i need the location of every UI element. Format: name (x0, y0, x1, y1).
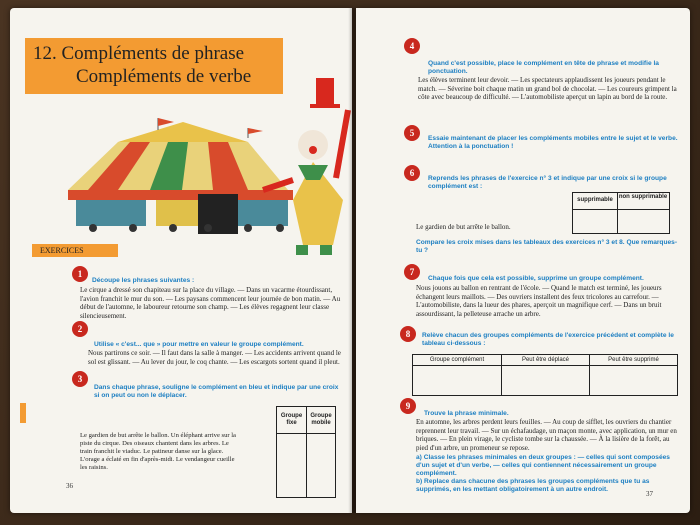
col-peut-etre-deplace: Peut être déplacé (521, 357, 570, 363)
exercise-1-text: Le cirque a dressé son chapiteau sur la place du village. — Dans un vacarme étourdissant, l'avion franchit le mur du son. — Les paysans commencent leur journée de bon matin. — Au début de l'automne, le laboureur retourne son champ. — Les élèves regagnent leur classe silencieusement. (80, 286, 341, 320)
exercise-9b: b) Replace dans chacune des phrases les groupes compléments que tu as supprimés, en les mettant obligatoirement à un autre endroit. (416, 478, 650, 493)
exercise-2-text: Nous partirons ce soir. — Il faut dans la salle à manger. — Les accidents arrivent quand le sol est glissant. — Au lever du jour, le coq chante. — Les escargots sortent quand il pleut. (88, 349, 341, 366)
exercise-5-instruction: Essaie maintenant de placer les compléments mobiles entre le sujet et le verbe. Attention à la ponctuation ! (428, 135, 678, 150)
orange-margin-strip (20, 403, 26, 423)
exercise-3-instruction: Dans chaque phrase, souligne le complément en bleu et indique par une croix si on peut ou non le déplacer. (94, 384, 339, 399)
circus-tent (68, 118, 293, 234)
exercise-3-sentences: Le gardien de but arrête le ballon. Un éléphant arrive sur la piste du cirque. Des oiseaux chantent dans les arbres. Le train franchit le viaduc. Le patineur danse sur la glace. L'orage a éclaté en fin d'après-midi. Le vendangeur cueille les raisins. (80, 432, 236, 471)
exercise-8-table (412, 354, 678, 396)
exercise-9a: a) Classe les phrases minimales en deux groupes : — celles qui sont composées d'un sujet et d'un verbe, — celles qui contiennent nécessairement un groupe complément. (416, 454, 670, 477)
exercises-tag: EXERCICES (32, 244, 118, 257)
left-page (10, 8, 352, 513)
exercise-6-table (572, 192, 670, 234)
exercise-2-instruction: Utilise « c'est... que » pour mettre en valeur le groupe complément. (94, 341, 304, 348)
table-col-mobile: Groupe mobile (310, 413, 332, 426)
table-col-fixed: Groupe fixe (280, 413, 303, 426)
col-peut-etre-supprime: Peut être supprimé (608, 357, 659, 363)
exercise-4-text: Les élèves terminent leur devoir. — Les spectateurs applaudissent les joueurs pendant le match. — Séverine boit chaque matin un grand bol de chocolat. — Les coureurs grimpent la côte avec beaucoup de difficulté. — L'automobiliste aperçut un lapin au bord de la route. (418, 76, 677, 102)
exercise-6-example: Le gardien de but arrête le ballon. (416, 223, 511, 231)
exercise-9-text: En automne, les arbres perdent leurs feuilles. — Au coup de sifflet, les ouvriers du chantier reprennent leur travail. — Sur un échafaudage, un maçon monte, avec application, un mur en briques. — En plein virage, le cycliste tombe sur la chaussée. — À la lisière de la forêt, au pied d'un arbre, un promeneur se repose. (416, 418, 677, 452)
exercise-9-instruction: Trouve la phrase minimale. (424, 410, 509, 417)
exercise-8-instruction: Relève chacun des groupes compléments de l'exercice précédent et complète le tableau ci-dessous : (422, 332, 674, 347)
col-non-supprimable: non supprimable (618, 194, 668, 200)
exercise-9-icon: 9 (400, 398, 416, 414)
exercise-3-icon: 3 (72, 371, 88, 387)
title-line-2: Compléments de verbe (76, 66, 252, 87)
exercise-1-instruction: Découpe les phrases suivantes : (92, 277, 195, 284)
circus-illustration (58, 70, 352, 260)
exercise-3-table (276, 406, 336, 498)
col-groupe-complement: Groupe complément (429, 357, 485, 363)
exercise-4-icon: 4 (404, 38, 420, 54)
col-supprimable: supprimable (577, 197, 613, 203)
exercise-7-instruction: Chaque fois que cela est possible, supprime un groupe complément. (428, 275, 644, 282)
exercise-5-icon: 5 (404, 125, 420, 141)
right-page (356, 8, 690, 513)
clown-figure (263, 78, 348, 255)
exercise-7-text: Nous jouons au ballon en rentrant de l'école. — Quand le match est terminé, les joueurs échangent leurs maillots. — Des ouvriers installent des feux tricolores au carrefour. — L'automobiliste, dans la lueur des phares, aperçoit un magnifique cerf. — Dans un bruit assourdissant, la pelleteuse arrache un arbre. (416, 284, 662, 318)
page-number-right: 37 (646, 490, 653, 498)
title-line-1: 12. Compléments de phrase (33, 43, 245, 64)
exercise-7-icon: 7 (404, 264, 420, 280)
exercise-1-icon: 1 (72, 266, 88, 282)
exercise-6-icon: 6 (404, 165, 420, 181)
exercise-6-question: Compare les croix mises dans les tableaux des exercices n° 3 et 8. Que remarques-tu ? (416, 239, 678, 254)
exercise-2-icon: 2 (72, 321, 88, 337)
exercise-8-icon: 8 (400, 326, 416, 342)
exercise-4-instruction: Quand c'est possible, place le complément en tête de phrase et modifie la ponctuation. (428, 60, 659, 75)
page-number-left: 36 (66, 482, 73, 490)
exercise-6-instruction: Reprends les phrases de l'exercice n° 3 et indique par une croix si le groupe complément est : (428, 175, 667, 190)
